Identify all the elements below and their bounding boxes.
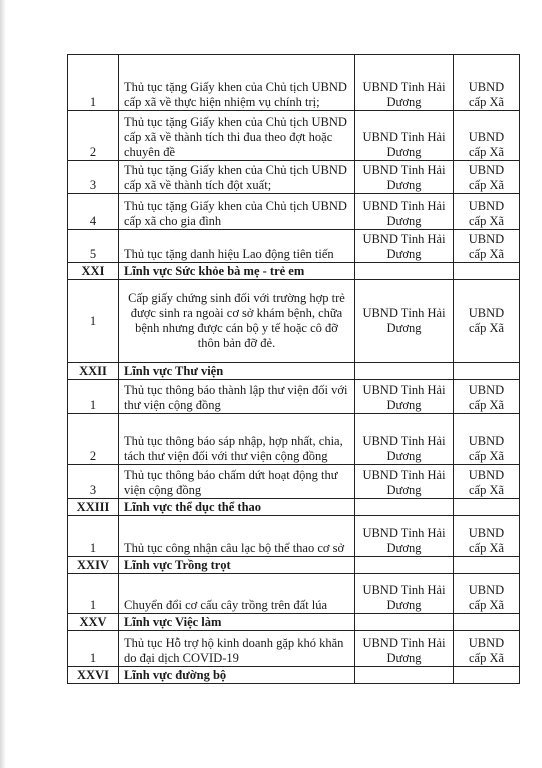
section-number: XXV <box>68 614 119 631</box>
row-number: 1 <box>68 55 119 111</box>
row-number: 1 <box>68 516 119 557</box>
implementing-level: UBND cấp Xã <box>454 516 520 557</box>
implementing-level: UBND cấp Xã <box>454 380 520 414</box>
empty-cell <box>355 499 454 516</box>
implementing-level: UBND cấp Xã <box>454 161 520 194</box>
row-number: 2 <box>68 414 119 465</box>
table-row <box>68 380 520 414</box>
page-edge-shadow <box>0 0 6 768</box>
procedure-name: Thủ tục tặng danh hiệu Lao động tiên tiến <box>119 230 355 263</box>
empty-cell <box>355 667 454 684</box>
table-row <box>68 465 520 499</box>
issuing-authority: UBND Tỉnh Hải Dương <box>355 280 454 363</box>
empty-cell <box>454 363 520 380</box>
procedures-table <box>67 54 520 684</box>
empty-cell <box>454 614 520 631</box>
table-row <box>68 574 520 614</box>
issuing-authority: UBND Tỉnh Hải Dương <box>355 55 454 111</box>
section-row <box>68 499 520 516</box>
procedure-name: Thủ tục tặng Giấy khen của Chủ tịch UBND cấp xã về thành tích thi đua theo đợt hoặc chuyên đề <box>119 111 355 161</box>
table-row <box>68 111 520 161</box>
issuing-authority: UBND Tỉnh Hải Dương <box>355 161 454 194</box>
section-number: XXI <box>68 263 119 280</box>
row-number: 1 <box>68 380 119 414</box>
section-row <box>68 557 520 574</box>
table-row <box>68 631 520 667</box>
section-number: XXVI <box>68 667 119 684</box>
table-row <box>68 55 520 111</box>
section-title: Lĩnh vực Trồng trọt <box>119 557 355 574</box>
table-row <box>68 194 520 230</box>
implementing-level: UBND cấp Xã <box>454 414 520 465</box>
empty-cell <box>355 263 454 280</box>
issuing-authority: UBND Tỉnh Hải Dương <box>355 380 454 414</box>
section-row <box>68 614 520 631</box>
implementing-level: UBND cấp Xã <box>454 55 520 111</box>
empty-cell <box>355 614 454 631</box>
issuing-authority: UBND Tỉnh Hải Dương <box>355 631 454 667</box>
section-row <box>68 363 520 380</box>
row-number: 3 <box>68 465 119 499</box>
table-row <box>68 414 520 465</box>
table-row <box>68 280 520 363</box>
empty-cell <box>454 557 520 574</box>
section-number: XXII <box>68 363 119 380</box>
section-number: XXIV <box>68 557 119 574</box>
row-number: 3 <box>68 161 119 194</box>
section-title: Lĩnh vực Việc làm <box>119 614 355 631</box>
row-number: 2 <box>68 111 119 161</box>
implementing-level: UBND cấp Xã <box>454 111 520 161</box>
row-number: 1 <box>68 280 119 363</box>
row-number: 1 <box>68 574 119 614</box>
issuing-authority: UBND Tỉnh Hải Dương <box>355 111 454 161</box>
procedure-name: Thủ tục Hỗ trợ hộ kinh doanh gặp khó khăn do đại dịch COVID-19 <box>119 631 355 667</box>
procedure-name: Thủ tục tặng Giấy khen của Chủ tịch UBND cấp xã cho gia đình <box>119 194 355 230</box>
procedure-name: Cấp giấy chứng sinh đối với trường hợp trẻ được sinh ra ngoài cơ sở khám bệnh, chữa bệnh nhưng được cán bộ y tế hoặc cô đỡ thôn bản đỡ đẻ. <box>119 280 355 363</box>
implementing-level: UBND cấp Xã <box>454 230 520 263</box>
procedure-name: Thủ tục thông báo chấm dứt hoạt động thư viện cộng đồng <box>119 465 355 499</box>
empty-cell <box>355 363 454 380</box>
implementing-level: UBND cấp Xã <box>454 465 520 499</box>
issuing-authority: UBND Tỉnh Hải Dương <box>355 465 454 499</box>
row-number: 5 <box>68 230 119 263</box>
section-title: Lĩnh vực đường bộ <box>119 667 355 684</box>
section-row <box>68 263 520 280</box>
row-number: 1 <box>68 631 119 667</box>
procedure-name: Thủ tục tặng Giấy khen của Chủ tịch UBND cấp xã về thành tích đột xuất; <box>119 161 355 194</box>
implementing-level: UBND cấp Xã <box>454 194 520 230</box>
issuing-authority: UBND Tỉnh Hải Dương <box>355 194 454 230</box>
procedure-name: Thủ tục công nhận câu lạc bộ thể thao cơ sở <box>119 516 355 557</box>
section-title: Lĩnh vực Thư viện <box>119 363 355 380</box>
issuing-authority: UBND Tỉnh Hải Dương <box>355 230 454 263</box>
procedure-name: Chuyển đổi cơ cấu cây trồng trên đất lúa <box>119 574 355 614</box>
procedure-name: Thủ tục thông báo sáp nhập, hợp nhất, chia, tách thư viện đối với thư viện cộng đồng <box>119 414 355 465</box>
implementing-level: UBND cấp Xã <box>454 631 520 667</box>
table-row <box>68 230 520 263</box>
section-title: Lĩnh vực Sức khỏe bà mẹ - trẻ em <box>119 263 355 280</box>
empty-cell <box>355 557 454 574</box>
procedure-name: Thủ tục thông báo thành lập thư viện đối với thư viện cộng đồng <box>119 380 355 414</box>
empty-cell <box>454 667 520 684</box>
implementing-level: UBND cấp Xã <box>454 574 520 614</box>
row-number: 4 <box>68 194 119 230</box>
empty-cell <box>454 499 520 516</box>
implementing-level: UBND cấp Xã <box>454 280 520 363</box>
table-row <box>68 161 520 194</box>
table-row <box>68 516 520 557</box>
issuing-authority: UBND Tỉnh Hải Dương <box>355 414 454 465</box>
section-number: XXIII <box>68 499 119 516</box>
procedure-name: Thủ tục tặng Giấy khen của Chủ tịch UBND cấp xã về thực hiện nhiệm vụ chính trị; <box>119 55 355 111</box>
section-title: Lĩnh vực thể dục thể thao <box>119 499 355 516</box>
section-row <box>68 667 520 684</box>
issuing-authority: UBND Tỉnh Hải Dương <box>355 574 454 614</box>
issuing-authority: UBND Tỉnh Hải Dương <box>355 516 454 557</box>
empty-cell <box>454 263 520 280</box>
